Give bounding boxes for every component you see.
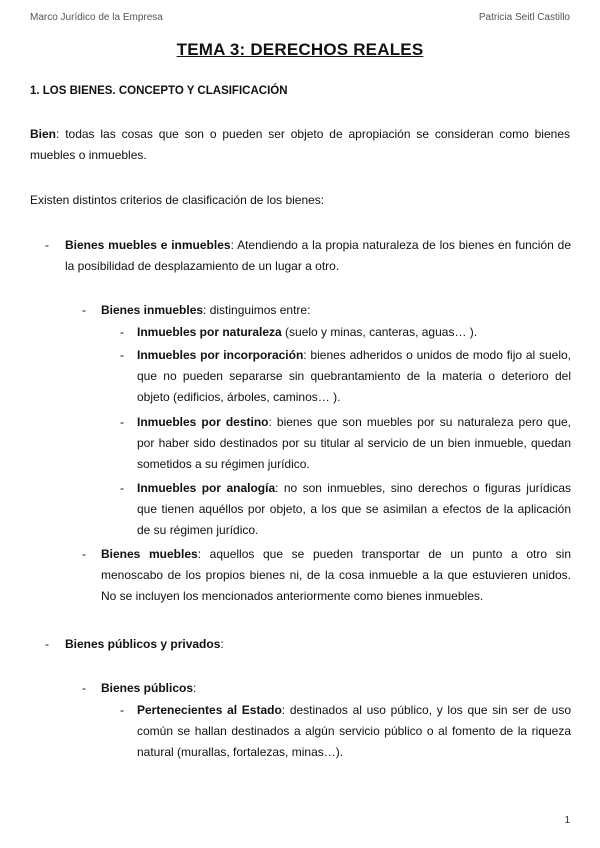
intro-term: Bien <box>30 127 57 141</box>
list-item-publicos-privados <box>65 634 571 655</box>
intro-text: : todas las cosas que son o pueden ser objeto de apropiación se consideran como bienes muebles o inmuebles. <box>30 127 570 162</box>
bullet-dash: - <box>120 703 124 717</box>
inmuebles-term: Bienes inmuebles <box>101 303 204 317</box>
inm-analogia-term: Inmuebles por analogía <box>137 481 276 495</box>
muebles-text: : aquellos que se pueden transportar de un punto a otro sin menoscabo de los propios bienes ni, de la cosa inmueble a la que estuvieren unidos. No se incluyen los mencionados anteriormente como bienes inmuebles. <box>101 547 571 603</box>
bullet-dash: - <box>120 348 124 362</box>
bullet-dash: - <box>120 415 124 429</box>
inm-destino-text: : bienes que son muebles por su naturaleza pero que, por haber sido destinados por su titular al servicio de un bien inmueble, quedan sometidos a su régimen jurídico. <box>137 415 572 471</box>
criteria-intro: Existen distintos criterios de clasificación de los bienes: <box>30 193 325 207</box>
inm-incorporacion-term: Inmuebles por incorporación <box>137 348 304 362</box>
list-item-bienes-muebles <box>101 544 571 607</box>
muebles-term: Bienes muebles <box>101 547 198 561</box>
item1-text: : Atendiendo a la propia naturaleza de los bienes en función de la posibilidad de desplazamiento de un lugar a otro. <box>65 238 572 273</box>
list-item-bienes-inmuebles <box>101 300 571 321</box>
bullet-dash: - <box>45 637 49 651</box>
bullet-dash: - <box>45 238 49 252</box>
inm-incorporacion-text: : bienes adheridos o unidos de modo fijo al suelo, que no pueden separarse sin quebrantamiento de la materia o deterioro del objeto (edificios, árboles, caminos… ). <box>137 348 571 404</box>
bullet-dash: - <box>82 547 86 561</box>
inm-destino-term: Inmuebles por destino <box>137 415 269 429</box>
list-item-bienes-publicos <box>101 678 571 699</box>
list-item-pertenecientes-estado <box>137 700 571 763</box>
bullet-dash: - <box>120 481 124 495</box>
header-right: Patricia Seitl Castillo <box>478 12 570 23</box>
estado-text: : destinados al uso público, y los que sin ser de uso común se hallan destinados a algún servicio público o al fomento de la riqueza natural (murallas, fortalezas, minas…). <box>137 703 571 759</box>
inm-naturaleza-text: (suelo y minas, canteras, aguas… ). <box>281 325 478 339</box>
section-heading: 1. LOS BIENES. CONCEPTO Y CLASIFICACIÓN <box>30 85 288 97</box>
list-item-inmuebles-incorporacion <box>137 345 571 408</box>
item2-text: : <box>220 637 224 651</box>
page-number: 1 <box>564 815 570 826</box>
estado-term: Pertenecientes al Estado <box>137 703 282 717</box>
publicos-text: : <box>193 681 197 695</box>
item1-term: Bienes muebles e inmuebles <box>65 238 231 252</box>
list-item-inmuebles-analogia <box>137 478 571 541</box>
intro-paragraph <box>30 124 570 166</box>
list-item-inmuebles-destino <box>137 412 571 475</box>
header-left: Marco Jurídico de la Empresa <box>30 12 163 23</box>
publicos-term: Bienes públicos <box>101 681 194 695</box>
inm-naturaleza-term: Inmuebles por naturaleza <box>137 325 282 339</box>
bullet-dash: - <box>120 325 124 339</box>
inm-analogia-text: : no son inmuebles, sino derechos o figuras jurídicas que tienen aquéllos por objeto, a los que se asimilan a efectos de la aplicación de su régimen jurídico. <box>137 481 571 537</box>
inmuebles-text: : distinguimos entre: <box>203 303 311 317</box>
bullet-dash: - <box>82 303 86 317</box>
item2-term: Bienes públicos y privados <box>65 637 221 651</box>
page-title: TEMA 3: DERECHOS REALES <box>176 40 424 59</box>
bullet-dash: - <box>82 681 86 695</box>
list-item-muebles-inmuebles <box>65 235 571 277</box>
list-item-inmuebles-naturaleza <box>137 322 571 343</box>
